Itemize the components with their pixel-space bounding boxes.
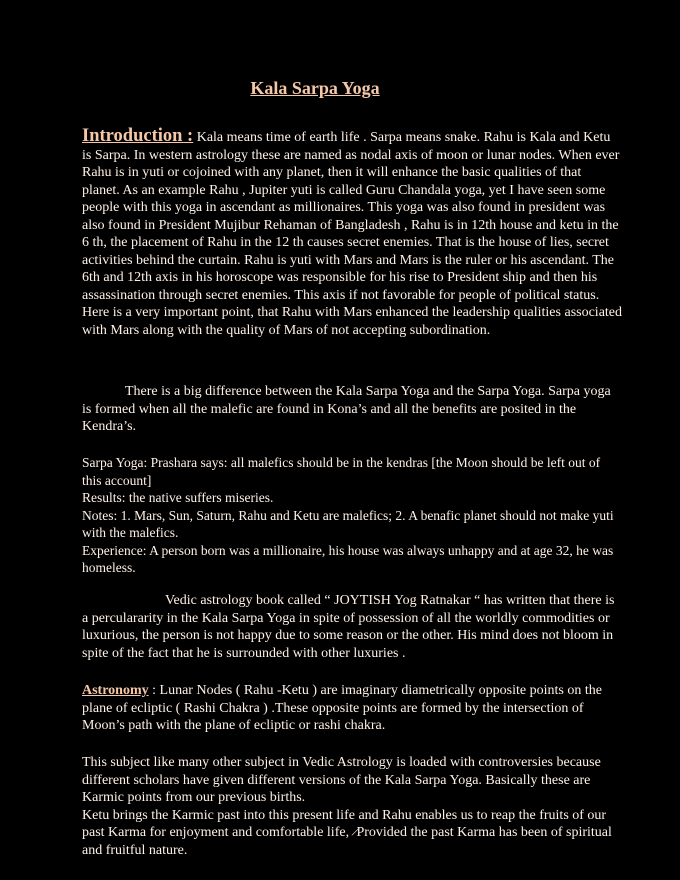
introduction-text: Kala means time of earth life . Sarpa means snake. Rahu is Kala and Ketu is Sarpa. In western astrology these are named as nodal axis of moon or lunar nodes. When ever Rahu is in yuti or cojoined with any planet, then it will enhance the basic qualities of that planet. As an example Rahu , Jupiter yuti is called Guru Chandala yoga, yet I have seen some people with this yoga in ascendant as millionaires. This yoga was also found in president was also found in President Mujibur Rehaman of Bangladesh , Rahu is in 12th house and ketu in the 6 th, the placement of Rahu in the 12 th causes secret enemies. That is the house of lies, secret activities behind the curtain. Rahu is yuti with Mars and Mars is the ruler or his ascendant. The 6th and 12th axis in his horoscope was responsible for his rise to President ship and then his assassination through secret enemies. This axis if not favorable for people of political status. Here is a very important point, that Rahu with Mars enhanced the leadership qualities associated with Mars along with the quality of Mars of not accepting subordination. — [82, 130, 623, 338]
vedic-paragraph: Vedic astrology book called “ JOYTISH Yog Ratnakar “ has written that there is a perculararity in the Kala Sarpa Yoga in spite of possession of all the worldly commodities or luxurious, the person is not happy due to some reason or the other. His mind does not bloom in spite of the fact that he is surrounded with other luxuries . — [82, 593, 615, 661]
closing-paragraph — [82, 754, 622, 859]
astronomy-heading: Astronomy — [82, 683, 149, 698]
note-results: Results: the native suffers miseries. — [82, 490, 274, 505]
closing-text-1: This subject like many other subject in Vedic Astrology is loaded with controversies because different scholars have given different versions of the Kala Sarpa Yoga. Basically these are Karmic points from our previous births. — [82, 755, 601, 805]
closing-text-3: Provided the past Karma has been of spiritual and fruitful nature. — [82, 825, 612, 858]
note-experience: Experience: A person born was a millionaire, his house was always unhappy and at age 32, he was homeless. — [82, 542, 614, 575]
note-malefics: Notes: 1. Mars, Sun, Saturn, Rahu and Ketu are malefics; 2. A benafic planet should not make yuti with the malefics. — [82, 507, 614, 540]
note-prashara: Sarpa Yoga: Prashara says: all malefics should be in the kendras [the Moon should be left out of this account] — [82, 455, 601, 488]
page-title: Kala Sarpa Yoga — [250, 78, 380, 98]
introduction-paragraph — [82, 128, 622, 339]
sarpa-difference-paragraph: There is a big difference between the Kala Sarpa Yoga and the Sarpa Yoga. Sarpa yoga is formed when all the malefic are found in Kona’s and all the benefits are posited in the Kendra’s. — [82, 384, 611, 434]
cursor-mark: / — [350, 824, 359, 841]
astronomy-text: : Lunar Nodes ( Rahu -Ketu ) are imaginary diametrically opposite points on the plane of ecliptic ( Rashi Chakra ) .These opposite points are formed by the intersection of Moon’s path with the plane of ecliptic or rashi chakra. — [82, 683, 602, 733]
astronomy-paragraph — [82, 682, 622, 735]
closing-text-2: Ketu brings the Karmic past into this present life and Rahu enables us to reap the fruits of our past Karma for enjoyment and comfortable life, — [82, 807, 607, 840]
introduction-heading: Introduction : — [82, 126, 194, 146]
sarpa-yoga-notes — [82, 454, 622, 577]
